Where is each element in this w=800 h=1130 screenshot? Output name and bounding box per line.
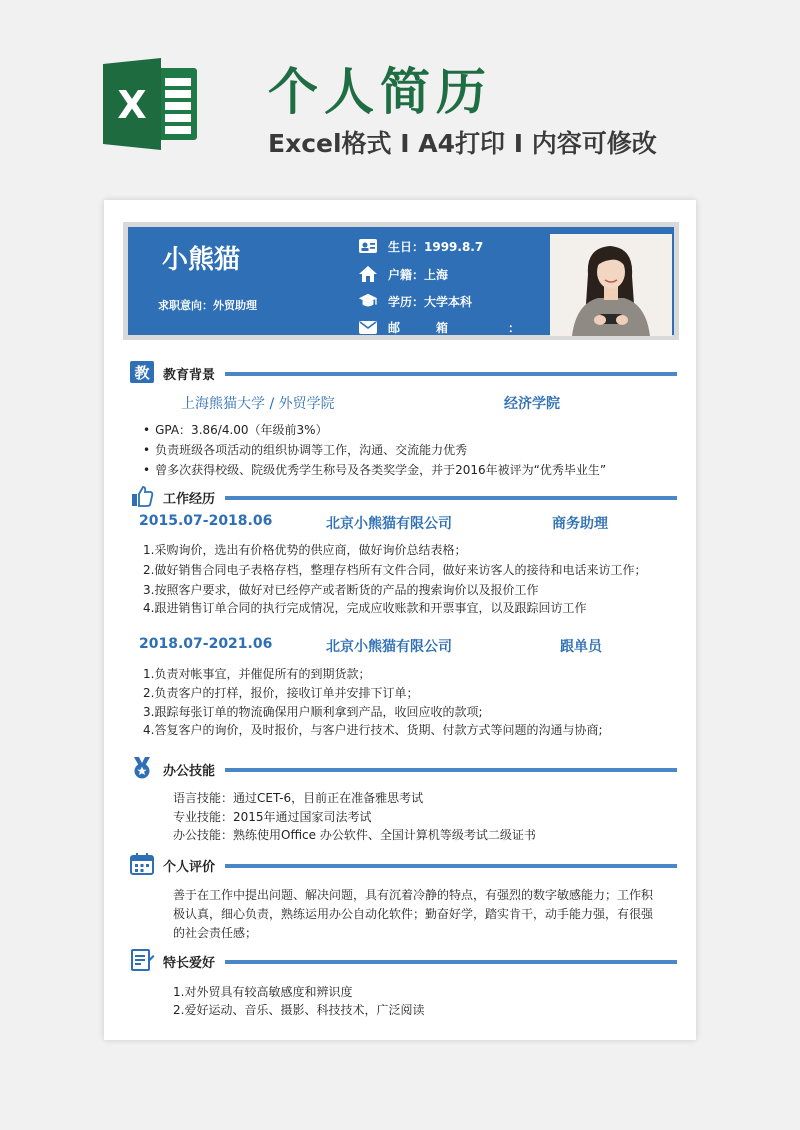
job-company: 北京小熊猫有限公司 xyxy=(326,639,452,655)
medal-icon xyxy=(129,756,155,780)
education-text: 学历：大学本科 xyxy=(388,294,473,309)
document-icon xyxy=(129,948,155,972)
graduation-cap-icon xyxy=(358,292,378,310)
job-duty: 3.跟踪每张订单的物流确保用户顺利拿到产品，收回应收的款项; xyxy=(143,705,483,719)
evaluation-line: 善于在工作中提出问题、解决问题，具有沉着冷静的特点，有强烈的数字敏感能力；工作积 xyxy=(173,888,654,902)
excel-logo-icon xyxy=(103,58,201,150)
banner-title: 个人简历 xyxy=(268,63,492,121)
job-duty: 2.负责客户的打样，报价，接收订单并安排下订单； xyxy=(143,686,419,700)
education-row xyxy=(358,290,472,312)
job-duty: 4.跟进销售订单合同的执行完成情况，完成应收账款和开票事宜，以及跟踪回访工作 xyxy=(143,601,587,615)
education-item: • 曾多次获得校级、院级优秀学生称号及各类奖学金，并于2016年被评为“优秀毕业生” xyxy=(143,461,606,478)
skill-item: 语言技能：通过CET-6，目前正在准备雅思考试 xyxy=(173,791,424,805)
education-section-header xyxy=(129,360,677,386)
education-icon xyxy=(129,360,155,384)
job-duty: 2.做好销售合同电子表格存档，整理存档所有文件合同，做好来访客人的接待和电话来访工作； xyxy=(143,563,647,577)
education-item: • 负责班级各项活动的组织协调等工作，沟通、交流能力优秀 xyxy=(143,441,467,458)
banner-subtitle: Excel格式 Ⅰ A4打印 Ⅰ 内容可修改 xyxy=(268,129,657,158)
hometown-row xyxy=(358,263,448,285)
excel-logo-letter: X xyxy=(117,83,147,127)
hobbies-title: 特长爱好 xyxy=(163,956,216,971)
birthday-row xyxy=(358,235,483,257)
mail-icon xyxy=(358,318,378,336)
hobby-item: 1.对外贸具有较高敏感度和辨识度 xyxy=(173,985,353,999)
job-duty: 3.按照客户要求，做好对已经停产或者断货的产品的搜索询价以及报价工作 xyxy=(143,583,539,597)
job-period: 2015.07-2018.06 xyxy=(139,513,273,529)
education-title: 教育背景 xyxy=(163,368,216,383)
section-divider xyxy=(225,960,677,964)
job-period: 2018.07-2021.06 xyxy=(139,636,273,652)
education-icon-char: 教 xyxy=(134,364,150,382)
email-text: 邮 箱 ： xyxy=(388,320,521,335)
section-divider xyxy=(225,372,677,376)
faculty-name: 经济学院 xyxy=(504,396,560,412)
job-intent: 求职意向：外贸助理 xyxy=(158,299,257,312)
school-name: 上海熊猫大学 / 外贸学院 xyxy=(181,396,335,412)
section-divider xyxy=(225,768,677,772)
evaluation-section-header xyxy=(129,852,677,878)
job-company: 北京小熊猫有限公司 xyxy=(326,516,452,532)
resume-header xyxy=(123,222,679,340)
skills-section-header xyxy=(129,756,677,782)
evaluation-line: 极认真，细心负责，熟练运用办公自动化软件；勤奋好学，踏实肯干，动手能力强，有很强 xyxy=(173,907,654,921)
work-section-header xyxy=(129,484,677,510)
birthday-text: 生日：1999.8.7 xyxy=(388,239,484,254)
job-role: 商务助理 xyxy=(552,516,608,532)
candidate-name: 小熊猫 xyxy=(162,245,241,275)
hometown-text: 户籍：上海 xyxy=(388,267,449,282)
job-duty: 1.采购询价，选出有价格优势的供应商，做好询价总结表格； xyxy=(143,543,467,557)
evaluation-line: 的社会责任感； xyxy=(173,926,258,940)
profile-photo xyxy=(550,234,672,336)
calendar-icon xyxy=(129,852,155,876)
hobbies-section-header xyxy=(129,948,677,974)
work-title: 工作经历 xyxy=(163,492,216,507)
education-item: • GPA：3.86/4.00（年级前3%） xyxy=(143,421,328,438)
id-card-icon xyxy=(358,237,378,255)
thumbs-up-icon xyxy=(129,484,155,508)
home-icon xyxy=(358,265,378,283)
skill-item: 办公技能：熟练使用Office 办公软件、全国计算机等级考试二级证书 xyxy=(173,828,536,842)
resume-page xyxy=(104,200,696,1040)
job-duty: 1.负责对帐事宜，并催促所有的到期货款； xyxy=(143,667,371,681)
skill-item: 专业技能：2015年通过国家司法考试 xyxy=(173,810,372,824)
skills-title: 办公技能 xyxy=(163,764,216,779)
email-row xyxy=(358,316,520,338)
section-divider xyxy=(225,864,677,868)
job-duty: 4.答复客户的询价，及时报价，与客户进行技术、货期、付款方式等问题的沟通与协商; xyxy=(143,723,603,737)
hobby-item: 2.爱好运动、音乐、摄影、科技技术，广泛阅读 xyxy=(173,1003,425,1017)
job-role: 跟单员 xyxy=(560,639,602,655)
evaluation-title: 个人评价 xyxy=(163,860,216,875)
section-divider xyxy=(225,496,677,500)
